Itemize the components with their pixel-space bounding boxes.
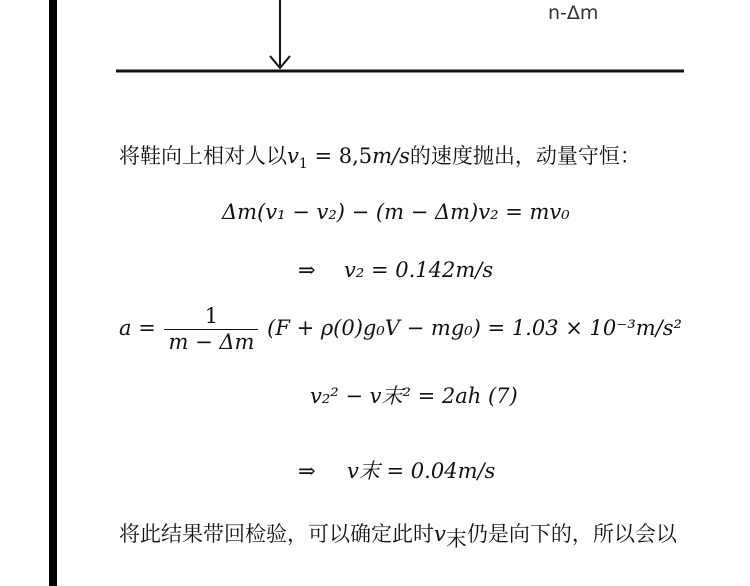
line2-sub: 末 — [445, 527, 467, 552]
line1-var-v: v — [287, 144, 299, 168]
equation-vfinal: v末 = 0.04m/s — [347, 459, 496, 483]
line2-text-a: 将此结果带回检验，可以确定此时 — [119, 522, 434, 546]
equation-kinematics: v₂² − v末² = 2ah (7) — [310, 384, 518, 408]
line1-text-b: 的速度抛出，动量守恒： — [409, 144, 641, 168]
accel-rhs: (F + ρ(0)g₀V − mg₀) = 1.03 × 10⁻³m/s² — [267, 316, 682, 340]
text-line-2 — [119, 524, 677, 550]
equation-momentum: Δm(v₁ − v₂) − (m − Δm)v₂ = mv₀ — [222, 200, 570, 224]
force-diagram — [0, 0, 750, 90]
line1-unit: m/s — [372, 144, 410, 168]
text-line-1 — [119, 146, 641, 171]
implies-arrow-2: ⇒ — [298, 459, 316, 483]
equation-acceleration — [119, 306, 682, 353]
fraction-denominator: m − Δm — [164, 329, 258, 353]
line1-sub: 1 — [298, 156, 308, 173]
mass-label: n-Δm — [548, 2, 599, 24]
line1-value: = 8,5 — [307, 144, 373, 168]
accel-fraction — [164, 306, 258, 353]
fraction-numerator: 1 — [204, 304, 219, 328]
line1-text-a: 将鞋向上相对人以 — [119, 144, 287, 168]
implies-arrow-1: ⇒ — [298, 258, 316, 282]
equation-v2: v₂ = 0.142m/s — [344, 258, 494, 282]
line2-text-b: 仍是向下的，所以会以 — [466, 522, 677, 546]
line2-var-v: v — [434, 522, 446, 546]
accel-lhs: a = — [119, 316, 156, 340]
